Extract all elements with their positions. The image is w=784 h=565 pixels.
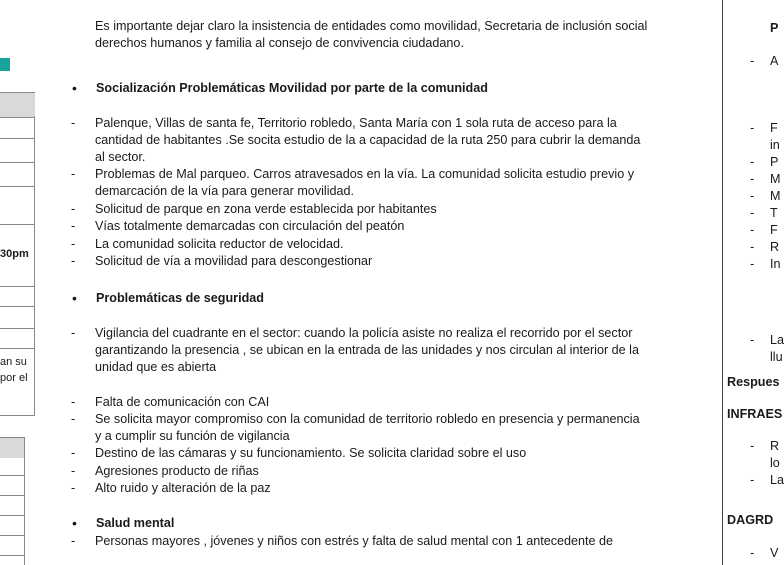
list-item: Problemas de Mal parqueo. Carros atravesados en la vía. La comunidad solicita estudio previo y xyxy=(95,167,635,181)
dash-icon: - xyxy=(71,412,76,426)
dash-icon: - xyxy=(750,240,755,254)
left-table-row xyxy=(0,555,24,556)
left-table-row xyxy=(0,186,35,187)
left-table-top xyxy=(0,92,35,118)
dash-icon: - xyxy=(71,481,76,495)
left-table-row xyxy=(0,286,35,287)
list-item-cont: unidad que es abierta xyxy=(95,360,217,374)
intro-line: Es importante dejar claro la insistencia de entidades como movilidad, Secretaria de inclusión social xyxy=(95,19,648,33)
right-heading: Respues xyxy=(727,375,780,389)
left-table-body xyxy=(0,116,35,416)
list-item-cont: y a cumplir su función de vigilancia xyxy=(95,429,290,443)
right-text: P xyxy=(770,155,779,169)
left-table-row xyxy=(0,224,35,225)
left-cell-text: an su xyxy=(0,356,27,368)
right-text: llu xyxy=(770,350,783,364)
left-table-row xyxy=(0,328,35,329)
left-table-row xyxy=(0,415,35,416)
list-item-cont: demarcación de la vía para generar movilidad. xyxy=(95,184,355,198)
dash-icon: - xyxy=(750,333,755,347)
dash-icon: - xyxy=(750,172,755,186)
dash-icon: - xyxy=(71,219,76,233)
dash-icon: - xyxy=(750,189,755,203)
dash-icon: - xyxy=(750,206,755,220)
left-table-row xyxy=(0,138,35,139)
dash-icon: - xyxy=(71,464,76,478)
list-item: Personas mayores , jóvenes y niños con estrés y falta de salud mental con 1 antecedente de xyxy=(95,534,614,548)
dash-icon: - xyxy=(71,237,76,251)
column-divider xyxy=(722,0,723,565)
list-item: Destino de las cámaras y su funcionamiento. Se solicita claridad sobre el uso xyxy=(95,446,527,460)
left-table-row xyxy=(0,306,35,307)
list-item: Vías totalmente demarcadas con circulación del peatón xyxy=(95,219,405,233)
left-table-row xyxy=(0,162,35,163)
list-item: Se solicita mayor compromiso con la comunidad de territorio robledo en presencia y permanencia xyxy=(95,412,640,426)
dash-icon: - xyxy=(71,116,76,130)
left-table-row xyxy=(0,515,24,516)
dash-icon: - xyxy=(750,223,755,237)
left-table-row xyxy=(0,348,35,349)
right-text: A xyxy=(770,54,779,68)
right-text: M xyxy=(770,189,781,203)
left-cell-time: 30pm xyxy=(0,248,29,260)
dash-icon: - xyxy=(71,446,76,460)
dash-icon: - xyxy=(71,326,76,340)
list-item: Solicitud de vía a movilidad para descongestionar xyxy=(95,254,373,268)
left-table-border xyxy=(34,116,35,416)
left-table-row xyxy=(0,535,24,536)
dash-icon: - xyxy=(71,534,76,548)
dash-icon: - xyxy=(750,54,755,68)
list-item-cont: cantidad de habitantes .Se socita estudio de la a capacidad de la ruta 250 para cubrir la demanda xyxy=(95,133,641,147)
right-text: La xyxy=(770,473,784,487)
dash-icon: - xyxy=(750,546,755,560)
teal-accent-bar xyxy=(0,58,10,71)
list-item-cont: al sector. xyxy=(95,150,146,164)
list-item: Alto ruido y alteración de la paz xyxy=(95,481,271,495)
intro-line: derechos humanos y familia al consejo de convivencia ciudadano. xyxy=(95,36,464,50)
dash-icon: - xyxy=(71,254,76,268)
left-table-row xyxy=(0,495,24,496)
left-table-2-body xyxy=(0,457,25,565)
right-text: La xyxy=(770,333,784,347)
right-text: T xyxy=(770,206,778,220)
list-item: Agresiones producto de riñas xyxy=(95,464,259,478)
section-heading-movilidad: Socialización Problemáticas Movilidad por parte de la comunidad xyxy=(96,81,488,95)
dash-icon: - xyxy=(71,202,76,216)
dash-icon: - xyxy=(71,395,76,409)
left-table-2-head xyxy=(0,437,25,458)
right-text: in xyxy=(770,138,780,152)
list-item: Vigilancia del cuadrante en el sector: cuando la policía asiste no realiza el recorrido por el sector xyxy=(95,326,633,340)
right-heading: DAGRD xyxy=(727,513,774,527)
right-text: R xyxy=(770,439,780,453)
list-item: Solicitud de parque en zona verde establecida por habitantes xyxy=(95,202,437,216)
right-heading: INFRAES xyxy=(727,407,783,421)
dash-icon: - xyxy=(750,439,755,453)
right-text: F xyxy=(770,121,778,135)
right-text: lo xyxy=(770,456,780,470)
list-item: Falta de comunicación con CAI xyxy=(95,395,270,409)
bullet-icon: • xyxy=(72,515,77,531)
right-text: F xyxy=(770,223,778,237)
list-item: Palenque, Villas de santa fe, Territorio robledo, Santa María con 1 sola ruta de acceso para la xyxy=(95,116,617,130)
dash-icon: - xyxy=(750,257,755,271)
dash-icon: - xyxy=(750,121,755,135)
right-text: R xyxy=(770,240,780,254)
dash-icon: - xyxy=(750,473,755,487)
dash-icon: - xyxy=(750,155,755,169)
left-table-row xyxy=(0,475,24,476)
list-item: La comunidad solicita reductor de velocidad. xyxy=(95,237,344,251)
list-item-cont: garantizando la presencia , se ubican en la entrada de las unidades y nos circulan al interior de la xyxy=(95,343,639,357)
right-text: In xyxy=(770,257,781,271)
bullet-icon: • xyxy=(72,290,77,306)
right-text: V xyxy=(770,546,779,560)
left-cell-text: por el xyxy=(0,372,28,384)
bullet-icon: • xyxy=(72,80,77,96)
dash-icon: - xyxy=(71,167,76,181)
right-text: M xyxy=(770,172,781,186)
right-heading: P xyxy=(770,21,779,35)
section-heading-seguridad: Problemáticas de seguridad xyxy=(96,291,264,305)
section-heading-salud: Salud mental xyxy=(96,516,175,530)
